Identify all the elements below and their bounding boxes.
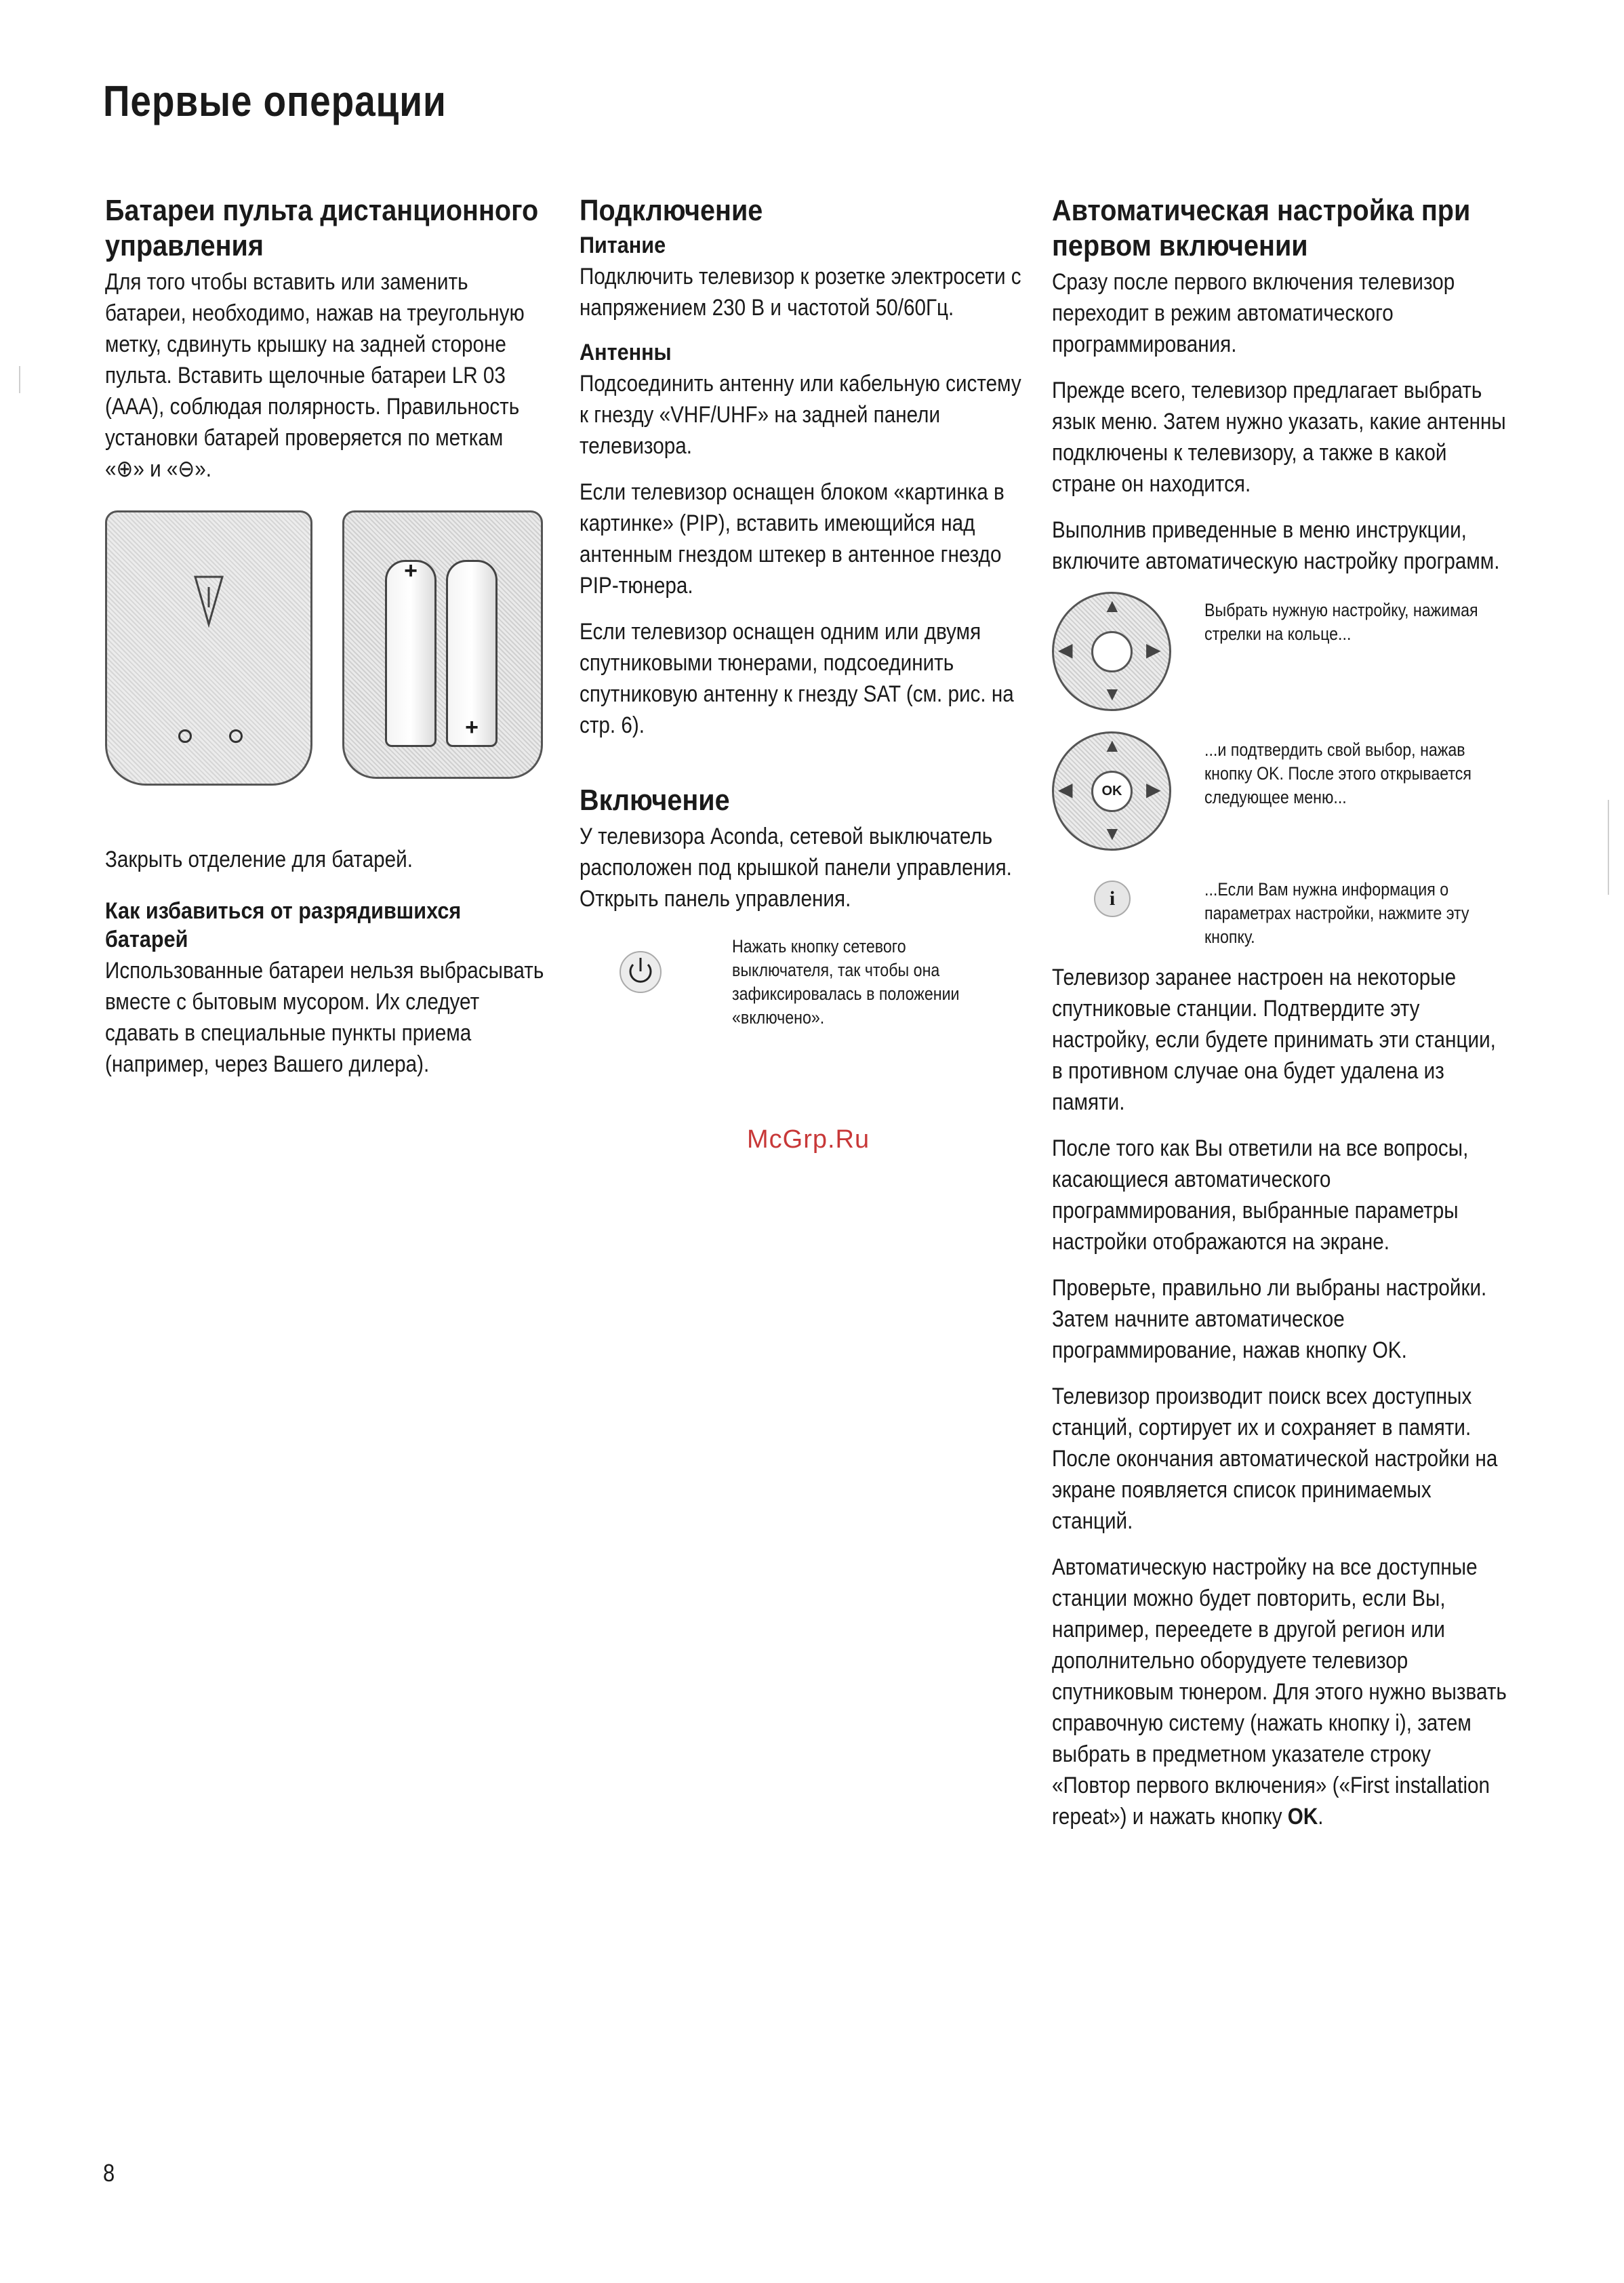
heading-dispose: Как избавиться от разрядившихся батарей — [105, 898, 462, 952]
note-ring: Выбрать нужную настройку, нажимая стрелки на кольце... — [1204, 600, 1478, 644]
column-auto-setup — [1052, 193, 1513, 1847]
info-note — [1052, 871, 1513, 952]
heading-connection: Подключение — [580, 194, 763, 227]
watermark: McGrp.Ru — [747, 1125, 870, 1154]
heading-batteries: Батареи пульта дистанционного управления — [105, 194, 539, 262]
remote-back-cover — [105, 510, 312, 786]
power-button-icon — [617, 948, 664, 996]
battery-icon: + — [385, 560, 437, 747]
para-switch-on: У телевизора Aconda, сетевой выключатель расположен под крышкой панели управления. Открыть панель управления. — [580, 824, 1012, 912]
para-auto-3: Выполнив приведенные в меню инструкции, включите автоматическую настройку программ. — [1052, 517, 1500, 574]
para-close-compartment: Закрыть отделение для батарей. — [105, 847, 413, 872]
note-info: ...Если Вам нужна информация о параметрах настройки, нажмите эту кнопку. — [1204, 879, 1469, 947]
heading-auto-setup: Автоматическая настройка при первом включении — [1052, 194, 1471, 262]
screw-icon — [229, 729, 243, 743]
heading-antennas: Антенны — [580, 340, 672, 365]
para-auto-7: Телевизор производит поиск всех доступных станций, сортирует их и сохраняет в памяти. После окончания автоматической настройки на экране появляется список принимаемых станций. — [1052, 1383, 1498, 1534]
ring-note — [1052, 592, 1513, 727]
battery-figure — [105, 510, 552, 809]
para-antennas: Подсоединить антенну или кабельную систему к гнезду «VHF/UHF» на задней панели телевизора. — [580, 371, 1021, 459]
arrow-ring-icon: ▲ ▼ ◀ ▶ — [1052, 592, 1171, 711]
para-power: Подключить телевизор к розетке электросети с напряжением 230 В и частотой 50/60Гц. — [580, 264, 1021, 321]
battery-icon: + — [446, 560, 498, 747]
heading-switch-on: Включение — [580, 784, 730, 817]
note-ok: ...и подтвердить свой выбор, нажав кнопку OK. После этого открывается следующее меню... — [1204, 740, 1471, 807]
para-dispose: Использованные батареи нельзя выбрасывать вместе с бытовым мусором. Их следует сдавать в специальные пункты приема (например, через Вашего дилера). — [105, 958, 544, 1077]
screw-icon — [178, 729, 192, 743]
para-batteries: Для того чтобы вставить или заменить батареи, необходимо, нажав на треугольную метку, сдвинуть крышку на задней стороне пульта. Вставить щелочные батареи LR 03 (AAA), соблюдая полярность. Правильность установки батарей проверяется по меткам «⊕» и «⊖». — [105, 269, 525, 482]
scan-artifact — [1608, 800, 1609, 895]
page-number: 8 — [103, 2159, 115, 2187]
para-auto-6: Проверьте, правильно ли выбраны настройки. Затем начните автоматическое программирование, нажав кнопку OK. — [1052, 1275, 1487, 1363]
note-power: Нажать кнопку сетевого выключателя, так чтобы она зафиксировалась в положении «включено». — [732, 936, 960, 1028]
scan-artifact — [19, 366, 20, 393]
remote-battery-compartment — [342, 510, 543, 779]
para-auto-4: Телевизор заранее настроен на некоторые спутниковые станции. Подтвердите эту настройку, если будете принимать эти станции, в противном случае она будет удалена из памяти. — [1052, 965, 1496, 1115]
triangle-mark-icon — [192, 573, 226, 628]
column-connection — [580, 193, 1027, 1036]
para-auto-2: Прежде всего, телевизор предлагает выбрать язык меню. Затем нужно указать, какие антенны подключены к телевизору, а также в какой стране он находится. — [1052, 378, 1506, 497]
ok-note — [1052, 731, 1513, 867]
page-title: Первые операции — [103, 77, 447, 125]
para-pip: Если телевизор оснащен блоком «картинка в картинке» (PIP), вставить имеющийся над антенным гнездом штекер в антенное гнездо PIP-тюнера. — [580, 479, 1004, 599]
info-button-icon: i — [1094, 881, 1131, 917]
heading-power: Питание — [580, 233, 666, 258]
para-sat: Если телевизор оснащен одним или двумя спутниковыми тюнерами, подсоединить спутниковую антенну к гнезду SAT (см. рис. на стр. 6). — [580, 619, 1014, 738]
para-auto-5: После того как Вы ответили на все вопросы, касающиеся автоматического программирования, выбранные параметры настройки отображаются на экране. — [1052, 1135, 1469, 1255]
ok-button-icon: ▲ ▼ ◀ ▶ OK — [1052, 731, 1171, 851]
para-auto-1: Сразу после первого включения телевизор переходит в режим автоматического программирования. — [1052, 269, 1455, 357]
column-batteries — [105, 193, 546, 1095]
para-auto-8: Автоматическую настройку на все доступные станции можно будет повторить, если Вы, например, переедете в другой регион или дополнительно оборудуете телевизор спутниковым тюнером. Для этого нужно вызвать справочную систему (нажать кнопку i), затем выбрать в предметном указателе строку «Повтор первого включения» («First installation repeat») и нажать кнопку OK. — [1052, 1554, 1507, 1830]
power-note — [580, 935, 1027, 1036]
